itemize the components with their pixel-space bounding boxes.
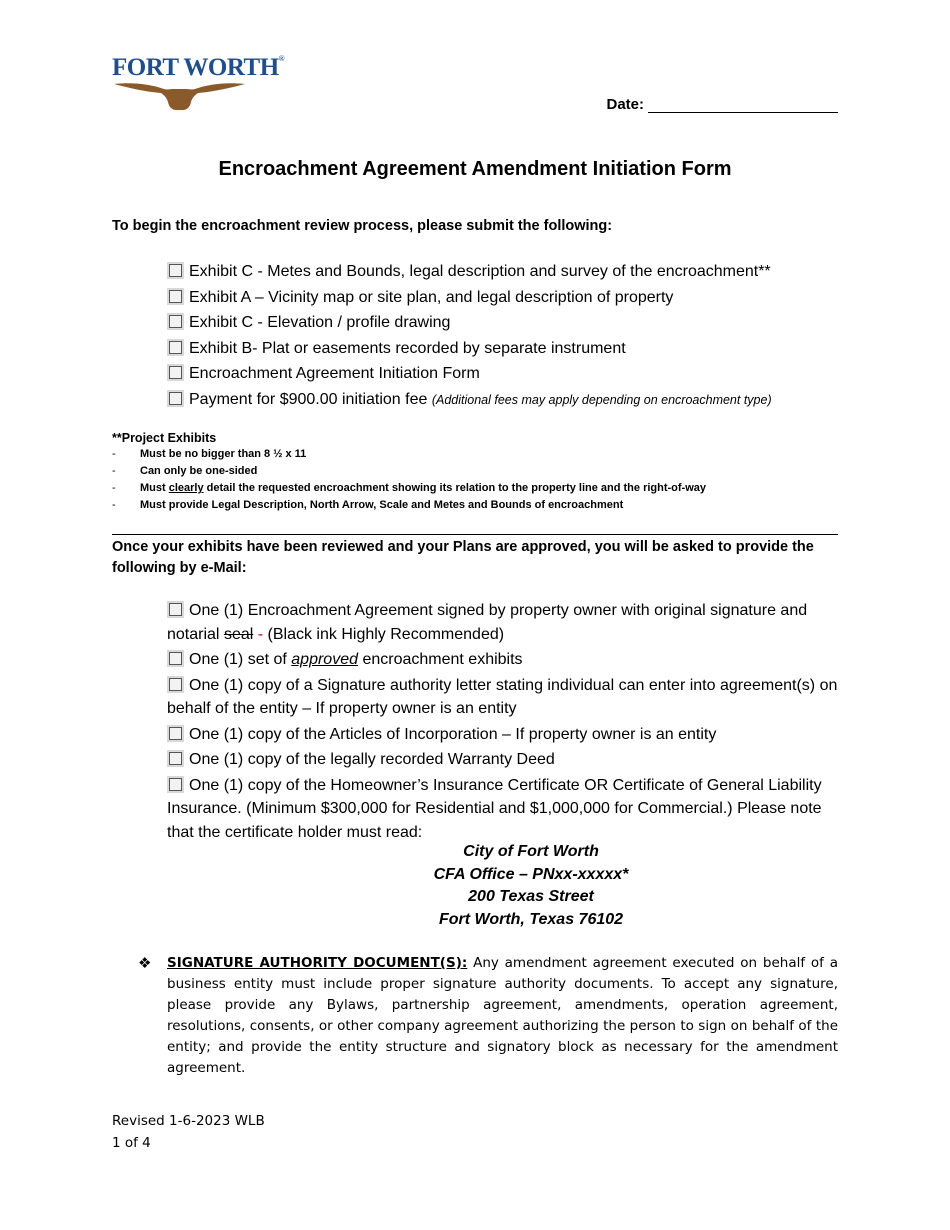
date-line[interactable] [648,98,838,113]
list-item: - Must be no bigger than 8 ½ x 11 [112,448,307,460]
date-field [606,96,838,113]
submission-checklist [167,262,867,415]
list-item: - Can only be one-sided [112,465,258,477]
checklist-item: One (1) Encroachment Agreement signed by property owner with original signature and notarial seal - (Black ink Highly Recommended) [167,602,808,643]
logo-wordmark: FORT WORTH® [112,54,285,81]
diamond-bullet-icon: ❖ [138,954,152,972]
page-number: 1 of 4 [112,1135,151,1151]
fee-note: (Additional fees may apply depending on encroachment type) [431,392,772,407]
approval-instructions: Once your exhibits have been reviewed and your Plans are approved, you will be asked to provide the following by e-Mail: [112,539,814,576]
checklist-item: Exhibit C - Metes and Bounds, legal description and survey of the encroachment** [167,262,867,288]
divider [112,534,838,535]
checklist-item: Payment for $900.00 initiation fee (Additional fees may apply depending on encroachment type) [167,390,867,416]
page-title: Encroachment Agreement Amendment Initiation Form [218,158,732,180]
intro-text: To begin the encroachment review process, please submit the following: [112,218,613,234]
list-item: - Must provide Legal Description, North Arrow, Scale and Metes and Bounds of encroachment [112,499,624,511]
email-checklist [167,599,847,846]
checkbox[interactable] [167,776,184,793]
checkbox[interactable] [167,650,184,667]
checkbox[interactable] [167,364,184,381]
checkbox[interactable] [167,390,184,407]
date-label: Date: [606,96,644,113]
checklist-item: One (1) copy of the legally recorded Warranty Deed [167,748,847,772]
fort-worth-logo [112,54,285,116]
checklist-item: One (1) copy of the Articles of Incorporation – If property owner is an entity [167,723,847,747]
checkbox[interactable] [167,601,184,618]
certificate-holder-address: City of Fort Worth CFA Office – PNxx-xxxxx* 200 Texas Street Fort Worth, Texas 76102 [433,843,629,928]
checklist-item: Encroachment Agreement Initiation Form [167,364,867,390]
list-item: - Must clearly detail the requested encroachment showing its relation to the property line and the right-of-way [112,482,707,494]
checkbox[interactable] [167,313,184,330]
project-exhibits-list [112,448,706,516]
checklist-item: Exhibit A – Vicinity map or site plan, and legal description of property [167,288,867,314]
revision-note: Revised 1-6-2023 WLB [112,1113,265,1129]
signature-authority-heading: SIGNATURE AUTHORITY DOCUMENT(S): [167,955,468,971]
checkbox[interactable] [167,288,184,305]
checkbox[interactable] [167,676,184,693]
checklist-item: One (1) set of approved encroachment exhibits [167,648,847,672]
checkbox[interactable] [167,339,184,356]
checklist-item: One (1) copy of a Signature authority letter stating individual can enter into agreement(s) on behalf of the entity – If property owner is an entity [167,676,838,717]
project-exhibits-heading: **Project Exhibits [112,431,217,445]
longhorn-icon [112,80,247,112]
signature-authority-body: Any amendment agreement executed on behalf of a business entity must include proper signature authority documents. To accept any signature, please provide any Bylaws, partnership agreement, amendments, operation agreement, resolutions, consents, or other company agreement authorizing the person to sign on behalf of the entity; and provide the entity structure and signatory block as necessary for the amendment agreement. [167,955,838,1076]
page-footer [112,1110,265,1154]
checkbox[interactable] [167,725,184,742]
checklist-item: Exhibit C - Elevation / profile drawing [167,313,867,339]
checklist-item: One (1) copy of the Homeowner’s Insurance Certificate OR Certificate of General Liability Insurance. (Minimum $300,000 for Residential and $1,000,000 for Commercial.) Please note that the certificate holder must read: [167,776,822,841]
signature-authority-section [138,953,838,1079]
checkbox[interactable] [167,750,184,767]
checkbox[interactable] [167,262,184,279]
checklist-item: Exhibit B- Plat or easements recorded by separate instrument [167,339,867,365]
